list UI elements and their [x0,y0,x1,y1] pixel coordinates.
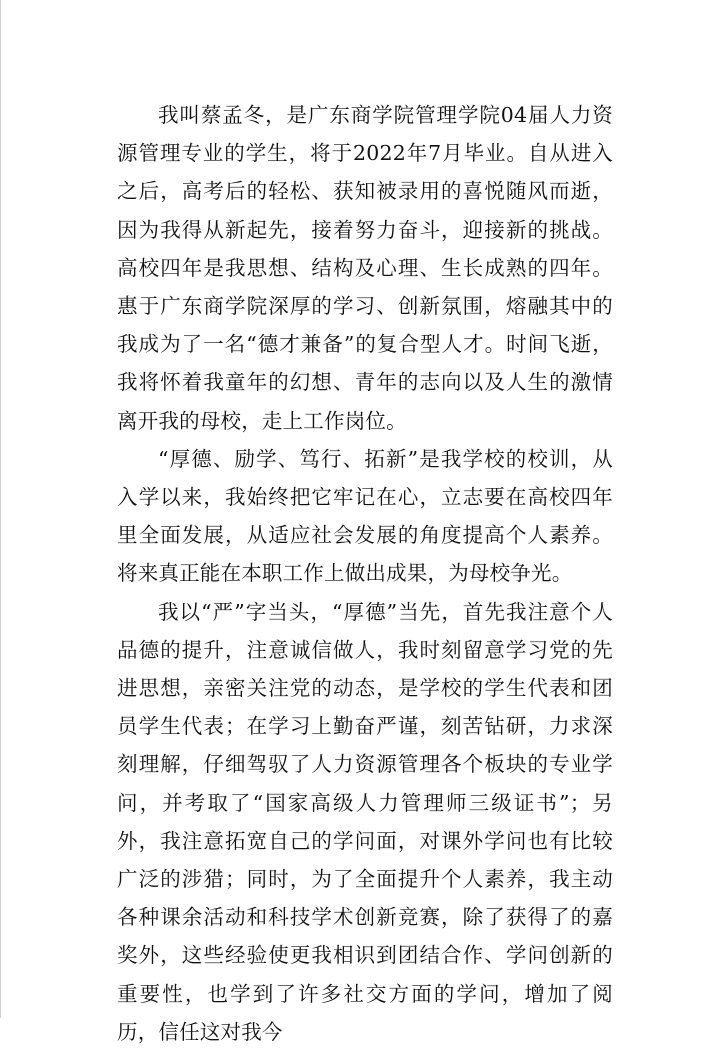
document-body [117,96,613,1051]
paragraph-study-achievements: 我以“严”字当头，“厚德”当先，首先我注意个人品德的提升，注意诚信做人，我时刻留意学习党的先进思想，亲密关注党的动态，是学校的学生代表和团员学生代表；在学习上勤奋严谨，刻苦钻研，力求深刻理解，仔细驾驭了人力资源管理各个板块的专业学问，并考取了“国家高级人力管理师三级证书”；另外，我注意拓宽自己的学问面，对课外学问也有比较广泛的涉猎；同时，为了全面提升个人素养，我主动各种课余活动和科技学术创新竞赛，除了获得了的嘉奖外，这些经验使更我相识到团结合作、学问创新的重要性，也学到了许多社交方面的学问，增加了阅历，信任这对我今 [117,599,613,1044]
paragraph-school-motto: “厚德、励学、笃行、拓新”是我学校的校训，从入学以来，我始终把它牢记在心，立志要在高校四年里全面发展，从适应社会发展的角度提高个人素养。将来真正能在本职工作上做出成果，为母校争光。 [117,446,613,586]
paragraph-intro: 我叫蔡孟冬，是广东商学院管理学院04届人力资源管理专业的学生，将于2022年7月毕业。自从进入之后，高考后的轻松、获知被录用的喜悦随风而逝，因为我得从新起先，接着努力奋斗，迎接新的挑战。高校四年是我思想、结构及心理、生长成熟的四年。惠于广东商学院深厚的学习、创新氛围，熔融其中的我成为了一名“德才兼备”的复合型人才。时间飞逝，我将怀着我童年的幻想、青年的志向以及人生的激情离开我的母校，走上工作岗位。 [117,103,613,433]
